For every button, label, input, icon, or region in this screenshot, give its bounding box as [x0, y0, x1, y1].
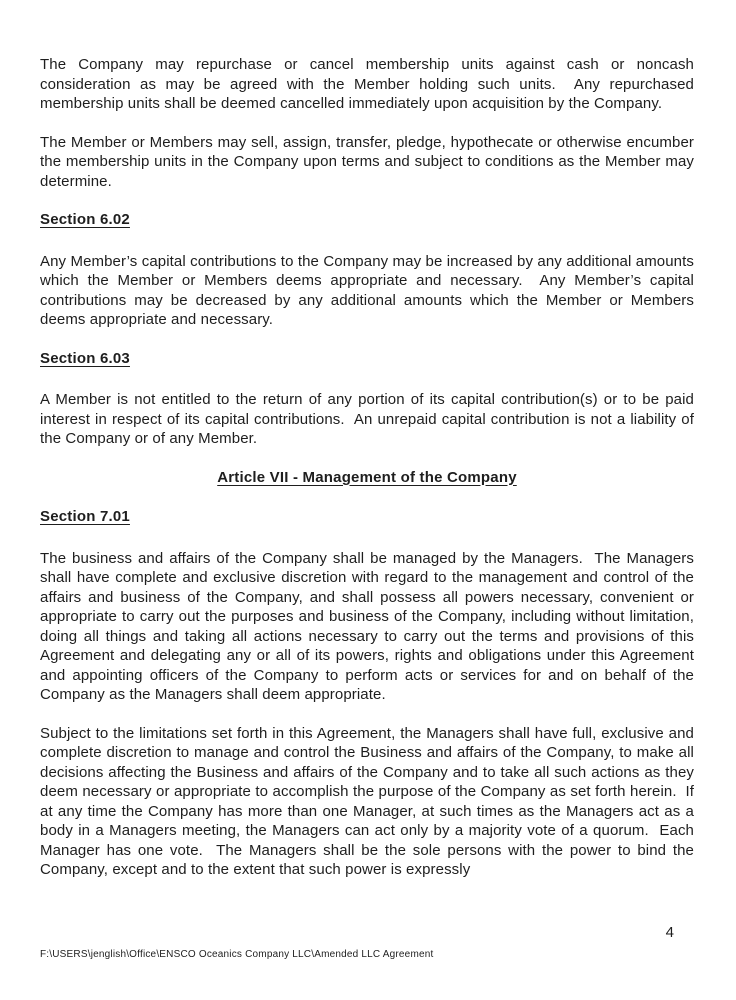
paragraph-capital-contributions: Any Member’s capital contributions to the Company may be increased by any additional amounts which the Member or Members deems appropriate and necessary. Any Member’s capital contributions may be decreased by any additional amounts which the Member or Members deems appropriate and necessary. [40, 252, 699, 328]
section-heading-6-03: Section 6.03 [40, 349, 130, 367]
paragraph-repurchase: The Company may repurchase or cancel membership units against cash or noncash consideration as may be agreed with the Member holding such units. Any repurchased membership units shall be deemed cancelled immediately upon acquisition by the Company. [40, 56, 699, 112]
footer-file-path: F:\USERS\jenglish\Office\ENSCO Oceanics Company LLC\Amended LLC Agreement [40, 949, 434, 960]
paragraph-return-of-capital: A Member is not entitled to the return of any portion of its capital contribution(s) or to be paid interest in respect of its capital contributions. An unrepaid capital contribution is not a liability of the Company or of any Member. [40, 391, 699, 447]
article-vii-heading: Article VII - Management of the Company [217, 468, 517, 486]
section-heading-7-01: Section 7.01 [40, 508, 130, 525]
paragraph-managers-discretion: Subject to the limitations set forth in this Agreement, the Managers shall have full, exclusive and complete discretion to manage and control the Business and affairs of the Company, to make all decisions affecting the Business and affairs of the Company and to take all such actions as they deem necessary or appropriate to accomplish the purpose of the Company as set forth herein. If at any time the Company has more than one Manager, at such times as the Managers act as a body in a Managers meeting, the Managers can act only by a majority vote of a quorum. Each Manager has one vote. The Managers shall be the sole persons with the power to bind the Company, except and to the extent that such power is expressly [40, 724, 699, 878]
page-number: 4 [665, 924, 674, 941]
section-heading-6-02: Section 6.02 [40, 211, 130, 228]
paragraph-transfer: The Member or Members may sell, assign, transfer, pledge, hypothecate or otherwise encumber the membership units in the Company upon terms and subject to conditions as the Member may determine. [40, 133, 699, 190]
document-content [40, 55, 699, 899]
paragraph-managers-powers: The business and affairs of the Company shall be managed by the Managers. The Managers shall have complete and exclusive discretion with regard to the management and control of the affairs and business of the Company, and shall possess all powers necessary, convenient or appropriate to carry out the purposes and business of the Company, including without limitation, doing all things and taking all actions necessary to carry out the terms and provisions of this Agreement and delegating any or all of its powers, rights and obligations under this Agreement and appointing officers of the Company to perform acts or services for and on behalf of the Company as the Managers shall deem appropriate. [40, 549, 699, 703]
